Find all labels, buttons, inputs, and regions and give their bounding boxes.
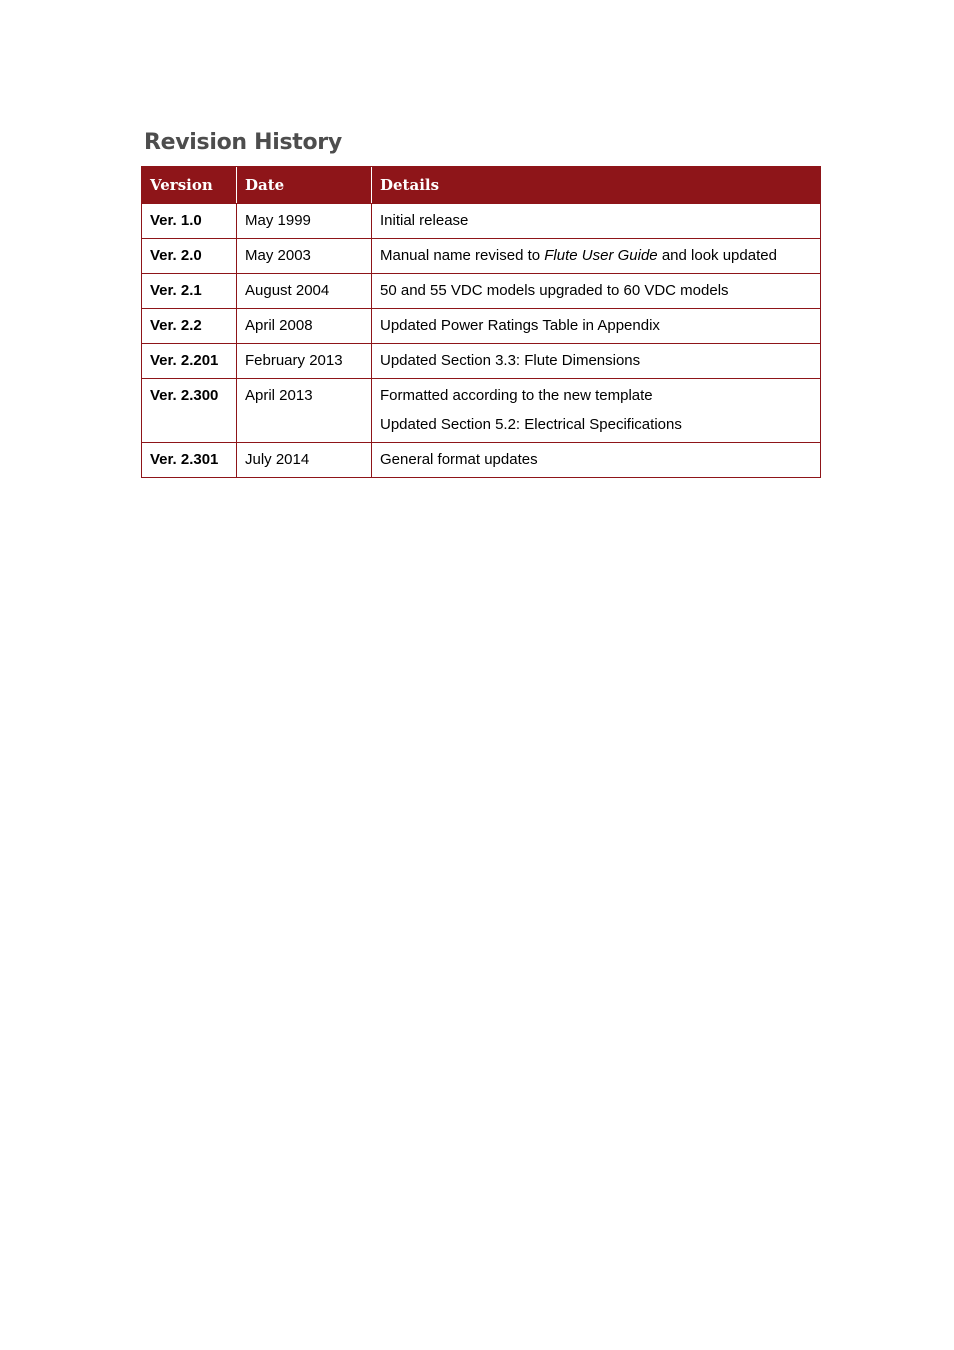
details-text-pre: Manual name revised to <box>380 247 545 264</box>
version-cell: Ver. 2.2 <box>142 309 237 344</box>
version-cell: Ver. 2.201 <box>142 344 237 379</box>
details-text <box>380 246 812 266</box>
date-cell: April 2013 <box>237 379 372 443</box>
table-row <box>142 239 821 274</box>
table-row <box>142 443 821 478</box>
version-cell: Ver. 2.0 <box>142 239 237 274</box>
date-cell: April 2008 <box>237 309 372 344</box>
table-row <box>142 204 821 239</box>
version-cell: Ver. 1.0 <box>142 204 237 239</box>
table-row <box>142 274 821 309</box>
table-row <box>142 379 821 443</box>
details-cell <box>372 309 821 344</box>
date-cell: February 2013 <box>237 344 372 379</box>
version-cell: Ver. 2.301 <box>142 443 237 478</box>
details-text-post: and look updated <box>657 247 777 264</box>
column-header-date: Date <box>237 167 372 204</box>
date-cell: May 1999 <box>237 204 372 239</box>
page-title: Revision History <box>144 130 342 155</box>
details-cell <box>372 443 821 478</box>
details-text: Updated Section 3.3: Flute Dimensions <box>380 352 641 369</box>
details-text: Initial release <box>380 212 469 229</box>
version-cell: Ver. 2.1 <box>142 274 237 309</box>
details-text-italic: Flute User Guide <box>544 247 658 264</box>
details-cell <box>372 379 821 443</box>
date-cell: May 2003 <box>237 239 372 274</box>
details-cell <box>372 274 821 309</box>
date-cell: July 2014 <box>237 443 372 478</box>
details-cell <box>372 239 821 274</box>
details-cell <box>372 344 821 379</box>
revision-history-table <box>141 166 821 478</box>
details-cell <box>372 204 821 239</box>
column-header-version: Version <box>142 167 237 204</box>
details-text: 50 and 55 VDC models upgraded to 60 VDC models <box>380 282 729 299</box>
table-row <box>142 344 821 379</box>
details-text: Updated Section 5.2: Electrical Specifications <box>380 416 682 433</box>
table-row <box>142 309 821 344</box>
details-text: Formatted according to the new template <box>380 387 653 404</box>
column-header-details: Details <box>372 167 821 204</box>
date-cell: August 2004 <box>237 274 372 309</box>
details-text: Updated Power Ratings Table in Appendix <box>380 317 660 334</box>
table-header-row <box>142 167 821 204</box>
version-cell: Ver. 2.300 <box>142 379 237 443</box>
details-text: General format updates <box>380 451 538 468</box>
